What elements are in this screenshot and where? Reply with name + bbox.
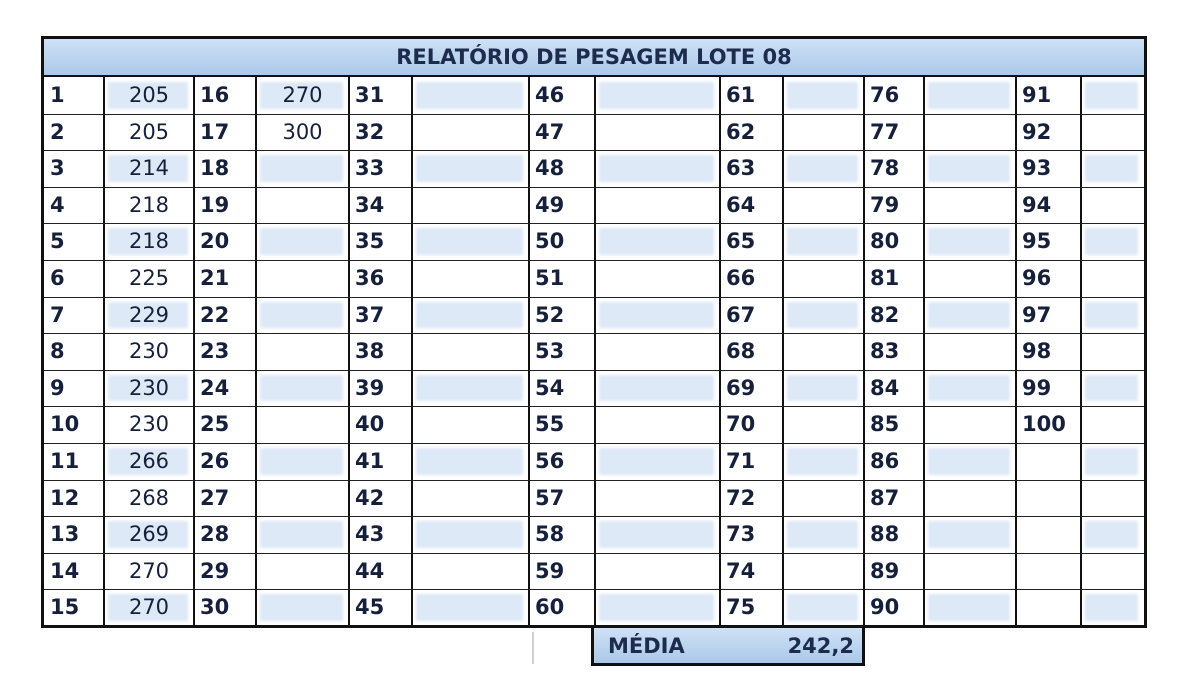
animal-number-cell: 61: [726, 83, 756, 107]
animal-number-cell: 81: [870, 266, 900, 290]
animal-number-cell: 30: [200, 595, 230, 620]
weight-cell: 230: [128, 339, 170, 364]
weight-cell: [1081, 333, 1144, 370]
animal-number-cell: 92: [1022, 119, 1052, 144]
weight-cell: [924, 150, 1016, 187]
animal-number-cell: 16: [200, 83, 230, 107]
weight-cell: [595, 77, 720, 114]
weight-cell: [595, 516, 720, 553]
weight-cell: [924, 443, 1016, 480]
animal-number-cell: 50: [535, 229, 565, 254]
animal-number-cell: 8: [50, 339, 65, 364]
weight-cell: [1081, 297, 1144, 334]
animal-number-cell: 51: [535, 266, 565, 290]
weight-cell: [412, 223, 529, 260]
weight-cell: [924, 333, 1016, 370]
weight-cell: [1081, 516, 1144, 553]
animal-number-cell: 78: [870, 156, 900, 181]
animal-number-cell: 84: [870, 375, 900, 400]
weight-cell: [256, 333, 349, 370]
animal-number-cell: 71: [726, 449, 756, 473]
animal-number-cell: 41: [355, 449, 385, 473]
weight-cell: [595, 406, 720, 443]
animal-number-cell: 14: [50, 558, 80, 583]
weight-cell: [412, 480, 529, 517]
animal-number-cell: 88: [870, 522, 900, 547]
weight-cell: 268: [128, 485, 170, 510]
animal-number-cell: 60: [535, 595, 565, 620]
weight-cell: [1081, 114, 1144, 151]
animal-number-cell: 9: [50, 375, 65, 400]
weight-cell: [412, 370, 529, 407]
animal-number-cell: 99: [1022, 375, 1052, 400]
weight-cell: 230: [128, 412, 170, 437]
weight-cell: [924, 406, 1016, 443]
weight-cell: 270: [128, 558, 170, 583]
weight-cell: [595, 114, 720, 151]
weight-cell: [783, 260, 864, 297]
weight-cell: [256, 480, 349, 517]
animal-number-cell: 29: [200, 558, 230, 583]
animal-number-cell: [1016, 516, 1081, 553]
weight-cell: [412, 297, 529, 334]
animal-number-cell: 40: [355, 412, 385, 437]
weight-cell: [595, 150, 720, 187]
weight-cell: [783, 480, 864, 517]
animal-number-cell: 33: [355, 156, 385, 181]
animal-number-cell: 38: [355, 339, 385, 364]
weight-cell: [412, 260, 529, 297]
animal-number-cell: 46: [535, 83, 565, 107]
weight-cell: 214: [128, 156, 170, 181]
animal-number-cell: 80: [870, 229, 900, 254]
average-value: 242,2: [787, 634, 854, 658]
weight-cell: [924, 480, 1016, 517]
weight-cell: [256, 370, 349, 407]
weight-cell: [256, 297, 349, 334]
animal-number-cell: 7: [50, 302, 65, 327]
weight-cell: 218: [128, 192, 170, 217]
animal-number-cell: 12: [50, 485, 80, 510]
animal-number-cell: 97: [1022, 302, 1052, 327]
weight-cell: [256, 260, 349, 297]
animal-number-cell: 75: [726, 595, 756, 620]
weight-cell: [256, 150, 349, 187]
weight-cell: [1081, 406, 1144, 443]
animal-number-cell: 95: [1022, 229, 1052, 254]
animal-number-cell: 1: [50, 83, 65, 107]
average-summary: [591, 628, 865, 666]
weight-cell: [783, 370, 864, 407]
weight-cell: [1081, 77, 1144, 114]
animal-number-cell: 98: [1022, 339, 1052, 364]
animal-number-cell: 70: [726, 412, 756, 437]
animal-number-cell: 25: [200, 412, 230, 437]
animal-number-cell: 87: [870, 485, 900, 510]
weight-cell: [1081, 480, 1144, 517]
weight-cell: [1081, 187, 1144, 224]
weight-cell: 225: [128, 266, 170, 290]
animal-number-cell: 32: [355, 119, 385, 144]
animal-number-cell: 74: [726, 558, 756, 583]
animal-number-cell: 37: [355, 302, 385, 327]
animal-number-cell: [1016, 480, 1081, 517]
animal-number-cell: 10: [50, 412, 80, 437]
animal-number-cell: 68: [726, 339, 756, 364]
animal-number-cell: 66: [726, 266, 756, 290]
weight-cell: [595, 553, 720, 590]
weight-cell: [924, 260, 1016, 297]
weight-cell: [256, 406, 349, 443]
weight-cell: [595, 370, 720, 407]
animal-number-cell: 27: [200, 485, 230, 510]
animal-number-cell: 76: [870, 83, 900, 107]
animal-number-cell: 19: [200, 192, 230, 217]
animal-number-cell: 55: [535, 412, 565, 437]
animal-number-cell: 94: [1022, 192, 1052, 217]
weight-cell: [924, 553, 1016, 590]
weight-cell: [783, 443, 864, 480]
animal-number-cell: 43: [355, 522, 385, 547]
animal-number-cell: 56: [535, 449, 565, 473]
animal-number-cell: 72: [726, 485, 756, 510]
weight-cell: [595, 187, 720, 224]
animal-number-cell: 35: [355, 229, 385, 254]
animal-number-cell: 42: [355, 485, 385, 510]
animal-number-cell: 54: [535, 375, 565, 400]
animal-number-cell: 31: [355, 83, 385, 107]
weight-cell: [924, 114, 1016, 151]
animal-number-cell: [1016, 589, 1081, 626]
weight-cell: [1081, 553, 1144, 590]
weight-cell: [783, 297, 864, 334]
animal-number-cell: [1016, 553, 1081, 590]
animal-number-cell: 36: [355, 266, 385, 290]
animal-number-cell: 48: [535, 156, 565, 181]
weight-cell: [924, 223, 1016, 260]
weight-cell: [412, 333, 529, 370]
animal-number-cell: 91: [1022, 83, 1052, 107]
animal-number-cell: 85: [870, 412, 900, 437]
weight-cell: [1081, 150, 1144, 187]
weight-cell: [1081, 589, 1144, 626]
animal-number-cell: 22: [200, 302, 230, 327]
weight-cell: [783, 223, 864, 260]
weight-cell: [1081, 223, 1144, 260]
weight-cell: [412, 187, 529, 224]
animal-number-cell: 6: [50, 266, 65, 290]
weight-cell: [783, 589, 864, 626]
weight-cell: [595, 443, 720, 480]
animal-number-cell: 15: [50, 595, 80, 620]
weight-cell: 230: [128, 375, 170, 400]
animal-number-cell: 2: [50, 119, 65, 144]
animal-number-cell: [1016, 443, 1081, 480]
animal-number-cell: 100: [1022, 412, 1066, 437]
weight-cell: [256, 223, 349, 260]
animal-number-cell: 3: [50, 156, 65, 181]
cell-divider-mark: [532, 632, 534, 664]
animal-number-cell: 79: [870, 192, 900, 217]
animal-number-cell: 77: [870, 119, 900, 144]
weight-cell: 266: [128, 449, 170, 473]
weight-cell: 229: [128, 302, 170, 327]
weight-cell: [924, 77, 1016, 114]
weight-cell: [412, 553, 529, 590]
weight-cell: [924, 516, 1016, 553]
weight-cell: [412, 406, 529, 443]
weight-cell: [783, 333, 864, 370]
animal-number-cell: 62: [726, 119, 756, 144]
animal-number-cell: 13: [50, 522, 80, 547]
animal-number-cell: 73: [726, 522, 756, 547]
animal-number-cell: 34: [355, 192, 385, 217]
animal-number-cell: 83: [870, 339, 900, 364]
animal-number-cell: 18: [200, 156, 230, 181]
weight-cell: [783, 77, 864, 114]
weight-cell: [595, 480, 720, 517]
animal-number-cell: 65: [726, 229, 756, 254]
animal-number-cell: 28: [200, 522, 230, 547]
animal-number-cell: 49: [535, 192, 565, 217]
weight-cell: [412, 77, 529, 114]
animal-number-cell: 20: [200, 229, 230, 254]
weight-cell: [595, 589, 720, 626]
weight-cell: [412, 150, 529, 187]
weight-cell: 270: [282, 83, 323, 107]
weight-cell: [783, 406, 864, 443]
animal-number-cell: 21: [200, 266, 230, 290]
animal-number-cell: 23: [200, 339, 230, 364]
weight-cell: [1081, 443, 1144, 480]
weight-cell: [1081, 370, 1144, 407]
animal-number-cell: 90: [870, 595, 900, 620]
animal-number-cell: 93: [1022, 156, 1052, 181]
animal-number-cell: 45: [355, 595, 385, 620]
weight-cell: [412, 516, 529, 553]
animal-number-cell: 96: [1022, 266, 1052, 290]
animal-number-cell: 26: [200, 449, 230, 473]
animal-number-cell: 57: [535, 485, 565, 510]
weight-cell: [595, 223, 720, 260]
weight-cell: [595, 297, 720, 334]
animal-number-cell: 47: [535, 119, 565, 144]
weighing-report-table: [41, 36, 1147, 628]
weight-cell: [256, 553, 349, 590]
weight-cell: [595, 333, 720, 370]
animal-number-cell: 63: [726, 156, 756, 181]
weight-cell: [1081, 260, 1144, 297]
animal-number-cell: 24: [200, 375, 230, 400]
animal-number-cell: 4: [50, 192, 65, 217]
weight-cell: [783, 516, 864, 553]
animal-number-cell: 64: [726, 192, 756, 217]
animal-number-cell: 17: [200, 119, 230, 144]
weight-cell: 270: [128, 595, 170, 620]
weight-cell: [924, 297, 1016, 334]
animal-number-cell: 11: [50, 449, 80, 473]
animal-number-cell: 82: [870, 302, 900, 327]
weight-cell: [256, 516, 349, 553]
weight-cell: [924, 589, 1016, 626]
weight-cell: [783, 187, 864, 224]
weight-cell: 269: [128, 522, 170, 547]
weight-cell: 218: [128, 229, 170, 254]
weight-cell: [595, 260, 720, 297]
weight-cell: [412, 443, 529, 480]
weight-cell: 205: [128, 83, 170, 107]
weight-cell: [924, 370, 1016, 407]
weight-cell: [256, 187, 349, 224]
animal-number-cell: 5: [50, 229, 65, 254]
animal-number-cell: 53: [535, 339, 565, 364]
weight-cell: [412, 114, 529, 151]
animal-number-cell: 58: [535, 522, 565, 547]
animal-number-cell: 39: [355, 375, 385, 400]
animal-number-cell: 44: [355, 558, 385, 583]
animal-number-cell: 69: [726, 375, 756, 400]
weight-cell: [412, 589, 529, 626]
weight-cell: [924, 187, 1016, 224]
animal-number-cell: 67: [726, 302, 756, 327]
weight-cell: [256, 443, 349, 480]
weight-cell: [256, 589, 349, 626]
average-label: MÉDIA: [608, 634, 685, 658]
weight-cell: 300: [282, 119, 323, 144]
report-title: RELATÓRIO DE PESAGEM LOTE 08: [44, 39, 1144, 77]
animal-number-cell: 52: [535, 302, 565, 327]
animal-number-cell: 89: [870, 558, 900, 583]
weight-cell: 205: [128, 119, 170, 144]
weight-cell: [783, 553, 864, 590]
weight-cell: [783, 150, 864, 187]
weight-cell: [783, 114, 864, 151]
animal-number-cell: 86: [870, 449, 900, 473]
animal-number-cell: 59: [535, 558, 565, 583]
